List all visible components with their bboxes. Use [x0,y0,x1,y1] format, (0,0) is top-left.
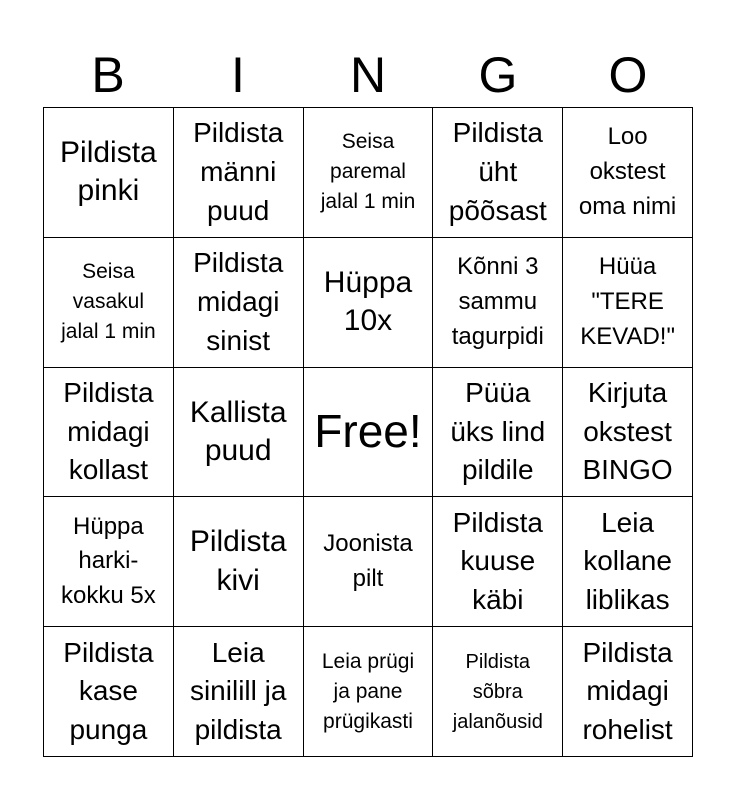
bingo-cell[interactable]: Pildista männi puud [174,108,304,238]
bingo-cell[interactable]: Püüa üks lind pildile [433,368,563,498]
bingo-board [43,107,693,757]
bingo-cell[interactable]: Hüppa harki- kokku 5x [44,497,174,627]
bingo-cell[interactable]: Pildista midagi rohelist [563,627,693,757]
bingo-cell[interactable]: Leia sinilill ja pildista [174,627,304,757]
bingo-cell[interactable]: Leia prügi ja pane prügikasti [304,627,434,757]
bingo-cell[interactable]: Hüppa 10x [304,238,434,368]
bingo-cell-free[interactable]: Free! [304,368,434,498]
bingo-cell[interactable]: Leia kollane liblikas [563,497,693,627]
bingo-cell[interactable]: Kirjuta okstest BINGO [563,368,693,498]
bingo-cell[interactable]: Kõnni 3 sammu tagurpidi [433,238,563,368]
bingo-cell[interactable]: Pildista üht põõsast [433,108,563,238]
header-letter-i: I [231,47,245,103]
bingo-cell[interactable]: Seisa vasakul jalal 1 min [44,238,174,368]
bingo-cell[interactable]: Pildista kivi [174,497,304,627]
header-letter-n: N [349,47,387,103]
bingo-cell[interactable]: Pildista pinki [44,108,174,238]
bingo-header [43,44,693,106]
bingo-cell[interactable]: Pildista midagi kollast [44,368,174,498]
header-letter-g: G [478,47,518,103]
header-letter-b: B [91,47,125,103]
bingo-cell[interactable]: Joonista pilt [304,497,434,627]
bingo-cell[interactable]: Pildista sõbra jalanõusid [433,627,563,757]
bingo-cell[interactable]: Pildista midagi sinist [174,238,304,368]
bingo-cell[interactable]: Hüüa "TERE KEVAD!" [563,238,693,368]
bingo-cell[interactable]: Pildista kase punga [44,627,174,757]
bingo-cell[interactable]: Kallista puud [174,368,304,498]
bingo-cell[interactable]: Pildista kuuse käbi [433,497,563,627]
bingo-cell[interactable]: Loo okstest oma nimi [563,108,693,238]
bingo-cell[interactable]: Seisa paremal jalal 1 min [304,108,434,238]
header-letter-o: O [608,47,648,103]
